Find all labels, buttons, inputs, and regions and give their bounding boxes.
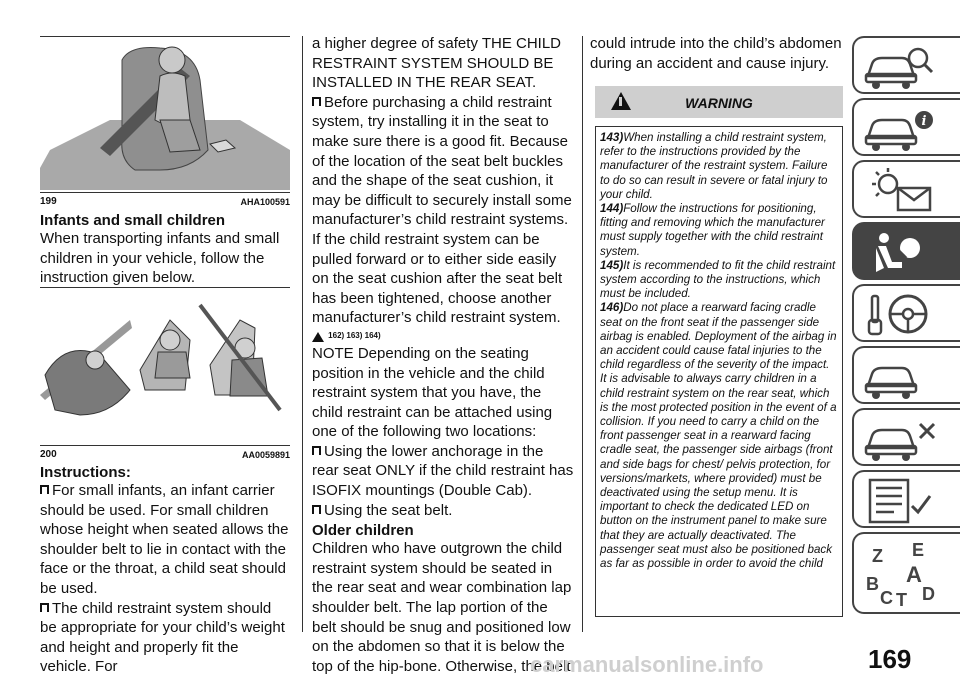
figure-bottom-rule (40, 192, 290, 193)
bullet-infant-carrier: For small infants, an infant carrier should be used. For small children whose height when seated allows the shoulder belt to lie in contact with the face or the throat, a child seat should be used. (40, 482, 289, 597)
paragraph-older-children: Children who have outgrown the child restraint system should be seated in the rear seat and wear combination lap shoulder belt. The lap portion of the belt should be snug and positioned low on the abdomen so that it is below the top of the hip-bone. Otherwise, the belt (312, 540, 572, 675)
figure-199-code: AHA100591 (240, 197, 290, 207)
light-message-icon (862, 166, 942, 216)
car-warning-icon (862, 352, 942, 402)
bullet-lower-anchorage: Using the lower anchorage in the rear seat ONLY if the child restraint has ISOFIX mountings (Double Cab). (312, 442, 574, 500)
paragraph-intro: When transporting infants and small children in your vehicle, follow the instruction given below. (40, 230, 280, 287)
index-icon (862, 538, 942, 612)
column-divider (582, 36, 583, 632)
warning-item: 145)It is recommended to fit the child restraint system according to the instructions, which must be included. (600, 258, 836, 301)
index-letter-c: C (880, 588, 893, 608)
tab-knowing-vehicle[interactable] (852, 36, 960, 94)
index-letter-t: T (896, 590, 907, 610)
warning-item: 146)Do not place a rearward facing cradle seat on the front seat if the passenger side airbag is enabled. Deployment of the airbag in an accident could cause fatal injuries to the child regardless of the severity of the impact. It is advisable to always carry children in a child restraint system on the rear seat, which is the most protected position in the event of a collision. If you need to carry a child on the front passenger seat in a rearward facing cradle seat, the passenger side airbags (front and side bags for chest/ pelvis protection, for versions/markets, where provided) must be deactivated using the setup menu. It is important to check the dedicated LED on button on the instrument panel to make sure that they are actually deactivated. The passenger seat must also be positioned back as far as possible in order to avoid the child (600, 301, 837, 571)
paragraph-rear-seat: a higher degree of safety THE CHILD RESTRAINT SYSTEM SHOULD BE INSTALLED IN THE REAR SEAT. (312, 35, 562, 92)
figure-199-number: 199 (40, 196, 57, 207)
index-letter-e: E (912, 540, 925, 560)
tab-index[interactable] (852, 532, 960, 614)
heading-infants: Infants and small children (40, 212, 226, 229)
tab-safety[interactable] (852, 222, 960, 280)
figure-199-child-seat-illustration (40, 40, 290, 190)
page-number: 169 (868, 644, 912, 674)
car-info-icon (862, 104, 942, 154)
seat-airbag-icon (862, 228, 942, 278)
warning-references: 162) 163) 164) (328, 330, 381, 340)
car-search-icon (862, 42, 942, 92)
car-tools-icon (862, 414, 942, 464)
warning-item: 143)When installing a child restraint system, refer to the instructions provided by the manufacturer of the restraint system. Failure to do so can result in severe or fatal injury to your child. (600, 131, 828, 201)
svg-text:i: i (921, 114, 927, 129)
tab-technical-data[interactable] (852, 470, 960, 528)
tab-starting-driving[interactable] (852, 284, 960, 342)
tab-emergency[interactable] (852, 346, 960, 404)
paragraph-abdomen: could intrude into the child’s abdomen during an accident and cause injury. (590, 35, 842, 72)
figure-200-number: 200 (40, 449, 57, 460)
heading-instructions: Instructions: (40, 464, 131, 481)
figure-top-rule (40, 36, 290, 37)
warning-item: 144)Follow the instructions for positioning, fitting and removing which the manufacturer must supply together with the child restraint system. (600, 202, 825, 258)
figure-top-rule (40, 287, 290, 288)
index-letter-a: A (906, 562, 922, 587)
index-letter-b: B (866, 574, 879, 594)
warning-triangle-icon (312, 332, 324, 342)
column-divider (302, 36, 303, 632)
bullet-purchasing: Before purchasing a child restraint system, try installing it in the seat to make sure there is a good fit. Because of the location of the seat belt buckles and the shape of the seat cushion, it may be difficult to securely install some manufacturer’s child restraint systems. If the child restraint system can be pulled forward or to either side easily on the seat cushion after the seat belt has been tightened, choose another manufacturer’s child restraint system. (312, 93, 574, 328)
checklist-icon (862, 476, 942, 526)
paragraph-note: NOTE Depending on the seating position in the vehicle and the child restraint system that you have, the child restraint can be attached using one of the following two locations: (312, 344, 553, 441)
figure-200-child-seats-illustration (40, 300, 290, 440)
warning-header (595, 86, 843, 118)
column-3 (590, 34, 846, 73)
warning-box (595, 126, 843, 617)
tab-maintenance[interactable] (852, 408, 960, 466)
warning-refs-line (312, 328, 574, 344)
index-letter-d: D (922, 584, 935, 604)
column-2 (312, 34, 574, 676)
warning-title: WARNING (685, 95, 753, 111)
tab-warning-lights[interactable] (852, 160, 960, 218)
bullet-seat-belt: Using the seat belt. (312, 501, 574, 521)
heading-older-children: Older children (312, 522, 414, 540)
figure-bottom-rule (40, 445, 290, 446)
key-steering-icon (862, 290, 942, 340)
index-letter-z: Z (872, 546, 883, 566)
bullet-appropriate-restraint: The child restraint system should be appropriate for your child’s weight and height and properly fit the vehicle. For (40, 599, 290, 677)
watermark: carmanualsonline.info (530, 652, 764, 677)
tab-knowing-instrument-panel[interactable] (852, 98, 960, 156)
figure-200-code: AA0059891 (241, 450, 290, 460)
